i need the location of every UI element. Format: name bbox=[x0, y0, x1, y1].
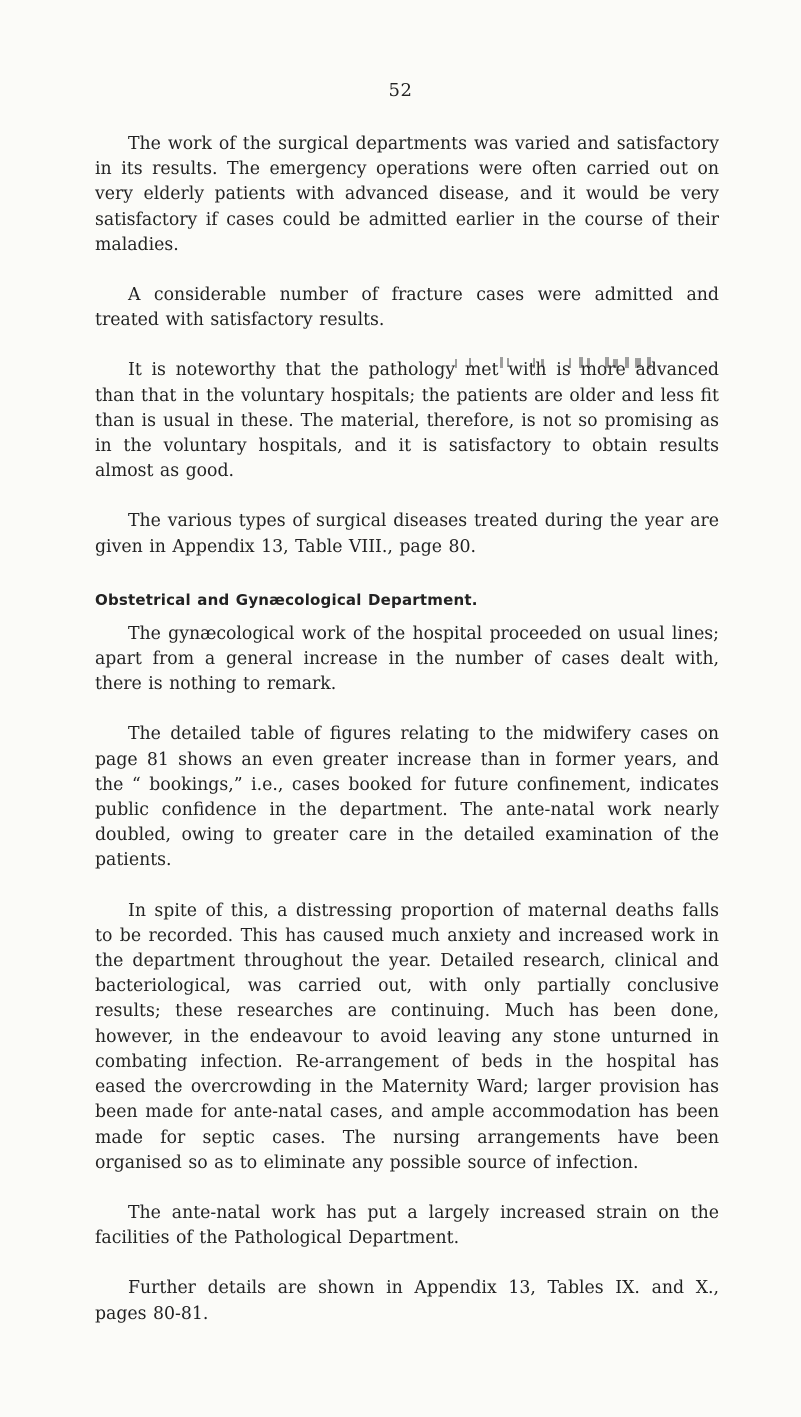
paragraph-surgical-diseases: The various types of surgical diseases treated during the year are given in Appendix 13, Table VIII., page 80. bbox=[95, 511, 719, 557]
paragraph-pathology: It is noteworthy that the pathology met with is more advanced than that in the voluntary hospitals; the patients are older and less fit than is usual in these. The material, therefore, is not so promising as in the voluntary hospitals, and it is satisfactory to obtain results almost as good. bbox=[95, 360, 719, 482]
body-text bbox=[95, 132, 719, 1327]
paragraph-gynaecological-work: The gynæcological work of the hospital proceeded on usual lines; apart from a general increase in the number of cases dealt with, there is nothing to remark. bbox=[95, 623, 719, 695]
paragraph-midwifery-table: The detailed table of figures relating to the midwifery cases on page 81 shows an even greater increase than in former years, and the “ bookings,” i.e., cases booked for future confinement, indicates public confidence in the department. The ante-natal work nearly doubled, owing to greater care in the detailed examination of the patients. bbox=[95, 724, 719, 871]
paragraph-surgical-work: The work of the surgical departments was varied and satisfactory in its results. The emergency operations were often carried out on very elderly patients with advanced disease, and it would be very satisfactory if cases could be admitted earlier in the course of their maladies. bbox=[95, 134, 719, 255]
paragraph-maternal-deaths: In spite of this, a distressing proportion of maternal deaths falls to be recorded. This has caused much anxiety and increased work in the department throughout the year. Detailed research, clinical and bacteriological, was carried out, with only partially conclusive results; these researches are continuing. Much has been done, however, in the endeavour to avoid leaving any stone unturned in combating infection. Re-arrangement of beds in the hospital has eased the overcrowding in the Maternity Ward; larger provision has been made for ante-natal cases, and ample accommodation has been made for septic cases. The nursing arrangements have been organised so as to eliminate any possible source of infection. bbox=[95, 900, 719, 1173]
page-number: 52 bbox=[388, 80, 413, 101]
paragraph-fracture-cases: A considerable number of fracture cases were admitted and treated with satisfactory results. bbox=[95, 285, 719, 331]
paragraph-further-details: Further details are shown in Appendix 13, Tables IX. and X., pages 80-81. bbox=[95, 1278, 719, 1324]
paragraph-ante-natal: The ante-natal work has put a largely increased strain on the facilities of the Pathological Department. bbox=[95, 1202, 719, 1249]
section-heading: Obstetrical and Gynæcological Department. bbox=[95, 590, 478, 609]
